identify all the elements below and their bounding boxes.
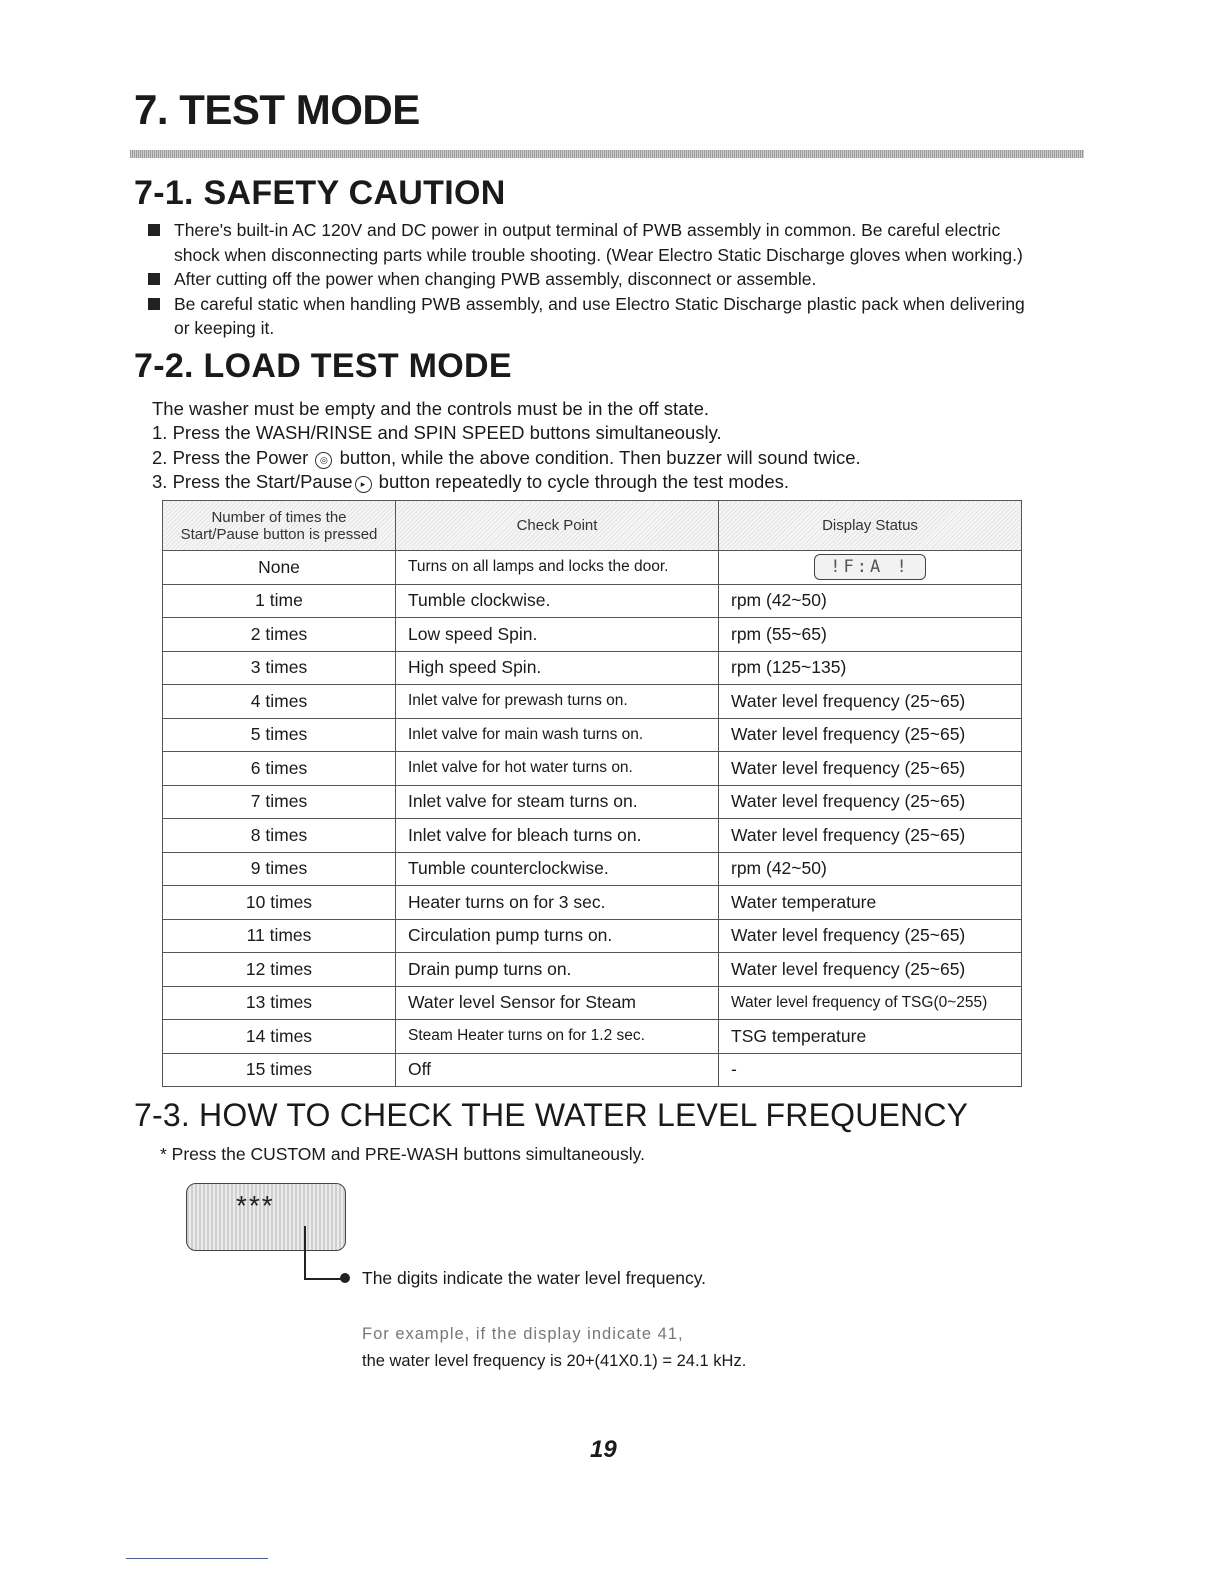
power-button-icon: ◎ (315, 452, 332, 469)
table-row (163, 651, 1022, 685)
table-cell: High speed Spin. (396, 651, 719, 685)
column-header (396, 501, 719, 551)
table-cell: rpm (125~135) (719, 651, 1022, 685)
safety-bullet-line: There's built-in AC 120V and DC power in output terminal of PWB assembly in common. Be careful electric (174, 220, 1001, 240)
table-header-row (163, 501, 1022, 551)
table-cell: TSG temperature (719, 1020, 1022, 1054)
table-row (163, 1020, 1022, 1054)
footer-line (126, 1558, 268, 1559)
table-cell: Water level frequency (25~65) (719, 785, 1022, 819)
load-test-step (152, 421, 861, 446)
table-cell: 7 times (163, 785, 396, 819)
table-row (163, 752, 1022, 786)
table-cell: 3 times (163, 651, 396, 685)
table-cell: 8 times (163, 819, 396, 853)
table-row (163, 584, 1022, 618)
page-number: 19 (590, 1436, 617, 1463)
table-row (163, 953, 1022, 987)
step-text: 1. Press the WASH/RINSE and SPIN SPEED buttons simultaneously. (152, 422, 722, 443)
table-cell: 13 times (163, 986, 396, 1020)
lcd-display: !F:A ! (814, 554, 926, 580)
table-cell: Water level frequency (25~65) (719, 752, 1022, 786)
table-row (163, 819, 1022, 853)
table-cell: 14 times (163, 1020, 396, 1054)
table-cell: Inlet valve for steam turns on. (396, 785, 719, 819)
load-test-step (152, 446, 861, 471)
table-cell: rpm (42~50) (719, 852, 1022, 886)
table-cell: Inlet valve for hot water turns on. (396, 752, 719, 786)
safety-bullet (148, 218, 1088, 267)
load-test-table (162, 500, 1022, 1087)
bullet-square-icon (148, 273, 160, 285)
table-cell: 4 times (163, 685, 396, 719)
table-cell: Water level Sensor for Steam (396, 986, 719, 1020)
page-title: 7. TEST MODE (134, 86, 420, 133)
table-cell: Steam Heater turns on for 1.2 sec. (396, 1020, 719, 1054)
table-cell: 6 times (163, 752, 396, 786)
load-test-mode-heading: 7-2. LOAD TEST MODE (134, 347, 512, 385)
display-digits: *** (236, 1190, 275, 1221)
table-row (163, 718, 1022, 752)
step-text: button, while the above condition. Then buzzer will sound twice. (334, 446, 861, 468)
safety-bullet-line: Be careful static when handling PWB assembly, and use Electro Static Discharge plastic pack when delivering (174, 293, 1025, 314)
table-cell: Heater turns on for 3 sec. (396, 886, 719, 920)
load-test-step (152, 470, 861, 495)
table-cell: Water level frequency (25~65) (719, 953, 1022, 987)
column-header-line: Display Status (822, 517, 918, 534)
table-row (163, 852, 1022, 886)
table-cell: Water level frequency of TSG(0~255) (719, 986, 1022, 1020)
table-row (163, 685, 1022, 719)
table-cell: 10 times (163, 886, 396, 920)
example-line-2: the water level frequency is 20+(41X0.1) = 24.1 kHz. (362, 1352, 747, 1370)
step-text: 2. Press the Power (152, 446, 314, 468)
table-row (163, 785, 1022, 819)
table-cell: Tumble clockwise. (396, 584, 719, 618)
water-level-note: * Press the CUSTOM and PRE-WASH buttons simultaneously. (160, 1144, 645, 1164)
table-cell: 12 times (163, 953, 396, 987)
safety-caution-heading: 7-1. SAFETY CAUTION (134, 174, 506, 212)
table-cell: Inlet valve for prewash turns on. (396, 685, 719, 719)
table-cell: 5 times (163, 718, 396, 752)
table-cell: Tumble counterclockwise. (396, 852, 719, 886)
table-cell (719, 551, 1022, 585)
table-cell: - (719, 1053, 1022, 1087)
table-cell: 2 times (163, 618, 396, 652)
table-row (163, 986, 1022, 1020)
table-row (163, 551, 1022, 585)
safety-bullet (148, 267, 1088, 292)
step-text: 3. Press the Start/Pause (152, 471, 353, 492)
table-cell: Water level frequency (25~65) (719, 718, 1022, 752)
table-cell: Off (396, 1053, 719, 1087)
column-header (719, 501, 1022, 551)
safety-bullet-line: After cutting off the power when changing PWB assembly, disconnect or assemble. (174, 269, 817, 289)
column-header-line: Number of times the (211, 508, 347, 526)
safety-caution-list (148, 218, 1088, 341)
callout-dot (340, 1273, 350, 1283)
table-cell: Inlet valve for main wash turns on. (396, 718, 719, 752)
water-level-heading: 7-3. HOW TO CHECK THE WATER LEVEL FREQUENCY (134, 1097, 969, 1133)
table-cell: 9 times (163, 852, 396, 886)
table-cell: rpm (55~65) (719, 618, 1022, 652)
bullet-square-icon (148, 298, 160, 310)
table-cell: Drain pump turns on. (396, 953, 719, 987)
table-cell: 1 time (163, 584, 396, 618)
example-line-1: For example, if the display indicate 41, (362, 1325, 684, 1343)
bullet-square-icon (148, 224, 160, 236)
table-row (163, 886, 1022, 920)
table-cell: Water level frequency (25~65) (719, 685, 1022, 719)
table-cell: None (163, 551, 396, 585)
table-cell: Turns on all lamps and locks the door. (396, 551, 719, 585)
table-row (163, 618, 1022, 652)
table-cell: Water temperature (719, 886, 1022, 920)
callout-line-horizontal (304, 1278, 344, 1280)
callout-line (304, 1226, 306, 1280)
table-cell: Low speed Spin. (396, 618, 719, 652)
table-cell: Water level frequency (25~65) (719, 919, 1022, 953)
safety-bullet-line: shock when disconnecting parts while trouble shooting. (Wear Electro Static Discharge gloves when working.) (174, 244, 1023, 265)
column-header-line: Check Point (516, 517, 598, 534)
table-cell: Inlet valve for bleach turns on. (396, 819, 719, 853)
column-header (163, 501, 396, 551)
step-text: button repeatedly to cycle through the test modes. (373, 471, 790, 492)
table-cell: 15 times (163, 1053, 396, 1087)
title-divider (130, 150, 1084, 158)
table-cell: rpm (42~50) (719, 584, 1022, 618)
table-row (163, 919, 1022, 953)
table-cell: Circulation pump turns on. (396, 919, 719, 953)
table-row (163, 1053, 1022, 1087)
start-pause-button-icon: ▸ (355, 476, 372, 493)
safety-bullet (148, 292, 1088, 341)
table-cell: Water level frequency (25~65) (719, 819, 1022, 853)
load-test-intro: The washer must be empty and the controls must be in the off state. (152, 398, 710, 419)
load-test-steps (152, 421, 861, 495)
table-cell: 11 times (163, 919, 396, 953)
column-header-line: Start/Pause button is pressed (180, 525, 378, 543)
display-caption: The digits indicate the water level frequency. (362, 1268, 707, 1288)
safety-bullet-line: or keeping it. (174, 318, 275, 338)
